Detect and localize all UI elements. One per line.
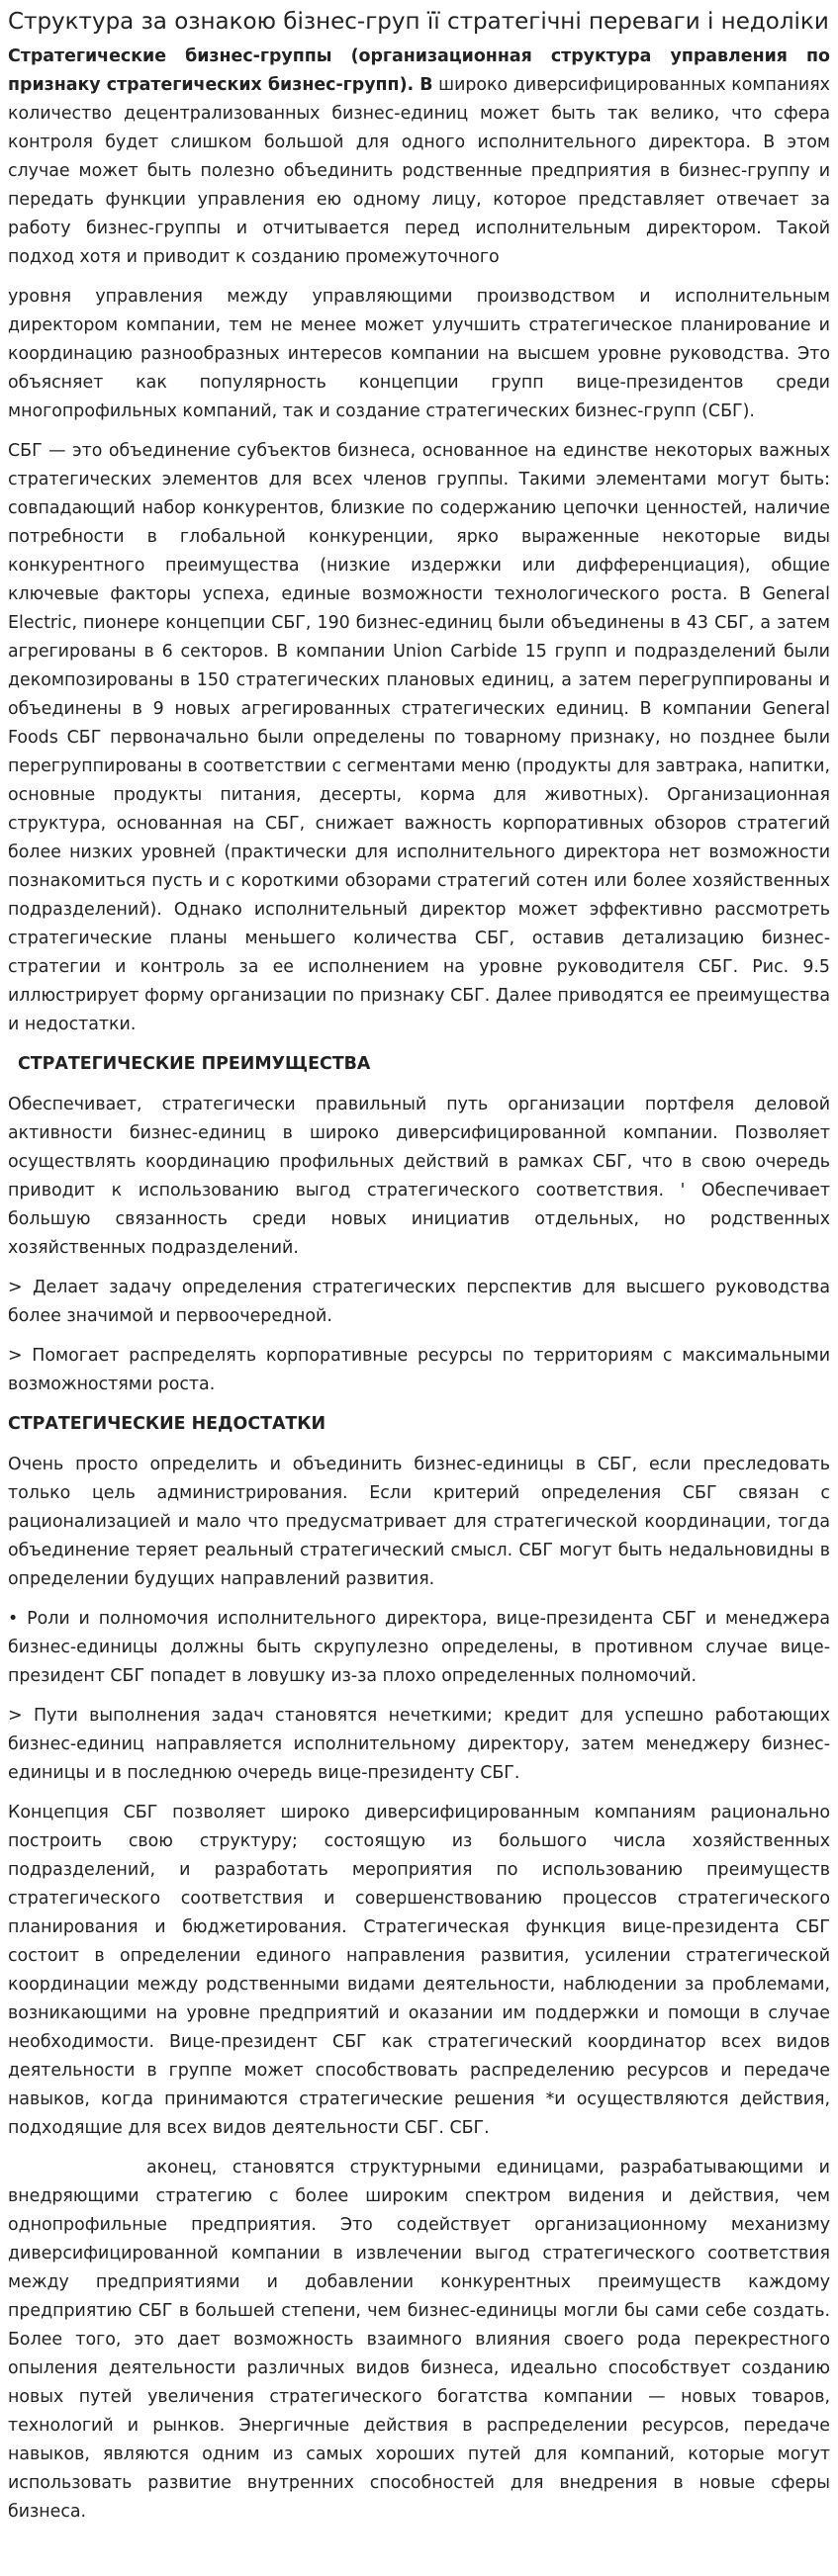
paragraph-sbg-definition: СБГ — это объединение субъектов бизнеса, основанное на единстве некоторых важных стратегических элементов для всех членов группы. Такими элементами могут быть: совпадающий набор конкурентов, близкие по содержанию цепочки ценностей, наличие потребности в глобальной конкуренции, ярко выраженные некоторые виды конкурентного преимущества (низкие издержки или дифференциация), общие ключевые факторы успеха, единые возможности технологического роста. В General Electric, пионере концепции СБГ, 190 бизнес-единиц были объединены в 43 СБГ, а затем агрегированы в 6 секторов. В компании Union Carbide 15 групп и подразделений были декомпозированы в 150 стратегических плановых единиц, а затем перегруппированы и объединены в 9 новых агрегированных стратегических единиц. В компании General Foods СБГ первоначально были определены по товарному признаку, но позднее были перегруппированы в соответствии с сегментами меню (продукты для завтрака, напитки, основные продукты питания, десерты, корма для животных). Организационная структура, основанная на СБГ, снижает важность корпоративных обзоров стратегий более низких уровней (практически для исполнительного директора нет возможности познакомиться пусть и с короткими обзорами стратегий сотен или более хозяйственных подразделений). Однако исполнительный директор может эффективно рассмотреть стратегические планы меньшего количества СБГ, оставив детализацию бизнес-стратегии и контроль за ее исполнением на уровне руководителя СБГ. Рис. 9.5 иллюстрирует форму организации по признаку СБГ. Далее приводятся ее преимущества и недостатки. <box>8 441 830 1034</box>
advantages-paragraph-2: > Делает задачу определения стратегических перспектив для высшего руководства более значимой и первоочередной. <box>8 1278 830 1326</box>
disadvantages-paragraph-1: Очень просто определить и объединить бизнес-единицы в СБГ, если преследовать только цель администрирования. Если критерий определения СБГ связан с рационализацией и мало что предусматривает для стратегической координации, тогда объединение теряет реальный стратегический смысл. СБГ могут быть недальновидны в определении будущих направлений развития. <box>8 1455 830 1589</box>
advantages-paragraph-1: Обеспечивает, стратегически правильный путь организации портфеля деловой активности бизнес-единиц в широко диверсифицированной компании. Позволяет осуществлять координацию профильных действий в рамках СБГ, что в свою очередь приводит к использованию выгод стратегического соответствия. ' Обеспечивает большую связанность среди новых инициатив отдельных, но родственных хозяйственных подразделений. <box>8 1095 830 1258</box>
advantages-paragraph-3: > Помогает распределять корпоративные ресурсы по территориям с максимальными возможностями роста. <box>8 1346 830 1394</box>
page-title: Структура за ознакою бізнес-груп її стратегічні переваги і недоліки <box>8 9 829 35</box>
disadvantages-paragraph-4: Концепция СБГ позволяет широко диверсифицированным компаниям рационально построить свою структуру; состоящую из большого числа хозяйственных подразделений, и разработать мероприятия по использованию преимуществ стратегического соответствия и совершенствованию процессов стратегического планирования и бюджетирования. Стратегическая функция вице-президента СБГ состоит в определении единого направления развития, усилении стратегической координации между родственными видами деятельности, наблюдении за проблемами, возникающими на уровне предприятий и оказании им поддержки и помощи в случае необходимости. Вице-президент СБГ как стратегический координатор всех видов деятельности в группе может способствовать распределению ресурсов и передаче навыков, когда принимаются стратегические решения *и осуществляются действия, подходящие для всех видов деятельности СБГ. СБГ. <box>8 1803 830 2138</box>
intro-paragraph <box>8 43 830 272</box>
disadvantages-paragraph-5: аконец, становятся структурными единицами, разрабатывающими и внедряющими стратегию с более широким спектром видения и действия, чем однопрофильные предприятия. Это содействует организационному механизму диверсифицированной компании в извлечении выгод стратегического соответствия между предприятиями и добавлении конкурентных преимуществ каждому предприятию СБГ в большей степени, чем бизнес-единицы могли бы сами себе создать. Более того, это дает возможность взаимного влияния своего рода перекрестного опыления деятельности различных видов бизнеса, идеально способствует созданию новых путей увеличения стратегического богатства компании — новых товаров, технологий и рынков. Энергичные действия в распределении ресурсов, передаче навыков, являются одним из самых хороших путей для компаний, которые могут использовать развитие внутренних способностей для внедрения в новые сферы бизнеса. <box>8 2158 830 2522</box>
disadvantages-paragraph-3: > Пути выполнения задач становятся нечеткими; кредит для успешно работающих бизнес-единиц направляется исполнительному директору, затем менеджеру бизнес-единицы и в последнюю очередь вице-президенту СБГ. <box>8 1706 830 1783</box>
disadvantages-paragraph-2: • Роли и полномочия исполнительного директора, вице-президента СБГ и менеджера бизнес-единицы должны быть скрупулезно определены, в противном случае вице-президент СБГ попадет в ловушку из-за плохо определенных полномочий. <box>8 1609 830 1686</box>
advantages-heading: СТРАТЕГИЧЕСКИЕ ПРЕИМУЩЕСТВА <box>18 1054 371 1074</box>
disadvantages-heading: СТРАТЕГИЧЕСКИЕ НЕДОСТАТКИ <box>8 1414 326 1434</box>
paragraph-management-level: уровня управления между управляющими производством и исполнительным директором компании, тем не менее может улучшить стратегическое планирование и координацию разнообразных интересов компании на высшем уровне руководства. Это объясняет как популярность концепции групп вице-президентов среди многопрофильных компаний, так и создание стратегических бизнес-групп (СБГ). <box>8 287 830 421</box>
intro-bold-lead: Стратегические бизнес-группы (организационная структура управления по признаку стратегических бизнес-групп). В <box>8 46 830 95</box>
intro-text: широко диверсифицированных компаниях количество децентрализованных бизнес-единиц может быть так велико, что сфера контроля будет слишком большой для одного исполнительного директора. В этом случае может быть полезно объединить родственные предприятия в бизнес-группу и передать функции управления ею одному лицу, которое представляет отвечает за работу бизнес-группы и отчитывается перед исполнительным директором. Такой подход хотя и приводит к созданию промежуточного <box>8 75 830 267</box>
